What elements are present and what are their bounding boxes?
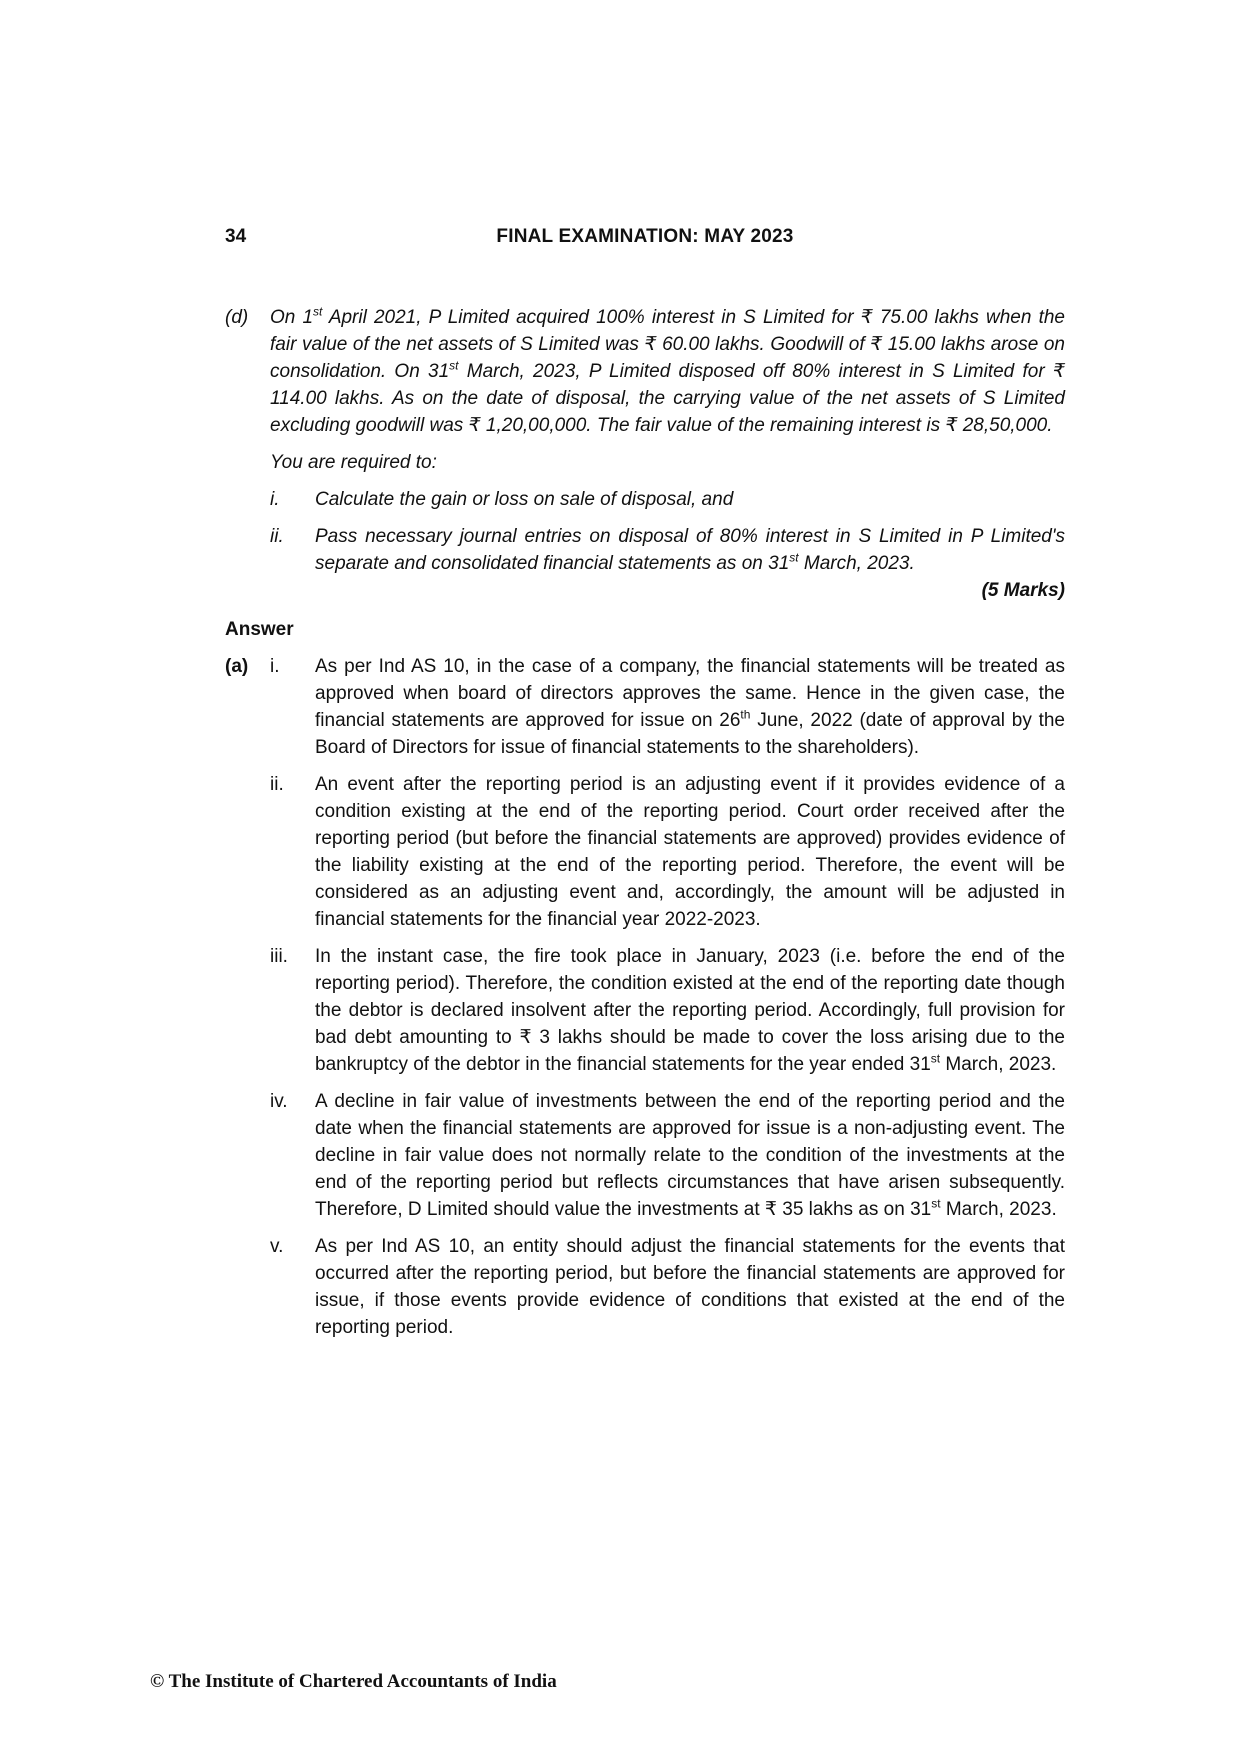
required-text: You are required to: — [270, 452, 437, 473]
answer-heading: Answer — [225, 619, 294, 640]
answer-item: iii. In the instant case, the fire took place in January, 2023 (i.e. before the end of the reporting period). Therefore, the condition existed at the end of the reporting date though the debtor is declared insolvent after the reporting period. Accordingly, full provision for bad debt amounting to ₹ 3 lakhs should be made to cover the loss arising due to the bankruptcy of the debtor in the financial statements for the year ended 31st March, 2023. — [270, 946, 1065, 1075]
document-body — [225, 304, 1065, 1341]
question-text: On 1st April 2021, P Limited acquired 100% interest in S Limited for ₹ 75.00 lakhs when the fair value of the net assets of S Limited was ₹ 60.00 lakhs. Goodwill of ₹ 15.00 lakhs arose on consolidation. On 31st March, 2023, P Limited disposed off 80% interest in S Limited for ₹ 114.00 lakhs. As on the date of disposal, the carrying value of the net assets of S Limited excluding goodwill was ₹ 1,20,00,000. The fair value of the remaining interest is ₹ 28,50,000. — [270, 304, 1065, 436]
answer-item: v. As per Ind AS 10, an entity should adjust the financial statements for the events that occurred after the reporting period, but before the financial statements are approved for issue, if those events provide evidence of conditions that existed at the end of the reporting period. — [270, 1236, 1065, 1338]
answer-label: (a) — [225, 656, 249, 677]
question-item: ii. Pass necessary journal entries on disposal of 80% interest in S Limited in P Limited's separate and consolidated financial statements as on 31st March, 2023. — [270, 526, 1065, 574]
answer-item: iv. A decline in fair value of investments between the end of the reporting period and the date when the financial statements are approved for issue is a non-adjusting event. The decline in fair value does not normally relate to the condition of the investments at the end of the reporting period but reflects circumstances that have arisen subsequently. Therefore, D Limited should value the investments at ₹ 35 lakhs as on 31st March, 2023. — [270, 1091, 1065, 1220]
question-item: i. Calculate the gain or loss on sale of disposal, and — [270, 489, 734, 510]
marks-label: (5 Marks) — [981, 580, 1065, 601]
footer-copyright: © The Institute of Chartered Accountants of India — [150, 1671, 557, 1692]
page-title: FINAL EXAMINATION: MAY 2023 — [496, 226, 794, 247]
answer-item: (a) i. As per Ind AS 10, in the case of a company, the financial statements will be treated as approved when board of directors approves the same. Hence in the given case, the financial statements are approved for issue on 26th June, 2022 (date of approval by the Board of Directors for issue of financial statements to the shareholders). — [225, 653, 1065, 761]
answer-item: ii. An event after the reporting period is an adjusting event if it provides evidence of a condition existing at the end of the reporting period. Court order received after the reporting period (but before the financial statements are approved) provides evidence of the liability existing at the end of the reporting period. Therefore, the event will be considered as an adjusting event and, accordingly, the amount will be adjusted in financial statements for the financial year 2022-2023. — [270, 774, 1065, 930]
page-number: 34 — [225, 226, 247, 247]
question-block — [225, 304, 1065, 604]
question-label: (d) — [225, 307, 249, 328]
